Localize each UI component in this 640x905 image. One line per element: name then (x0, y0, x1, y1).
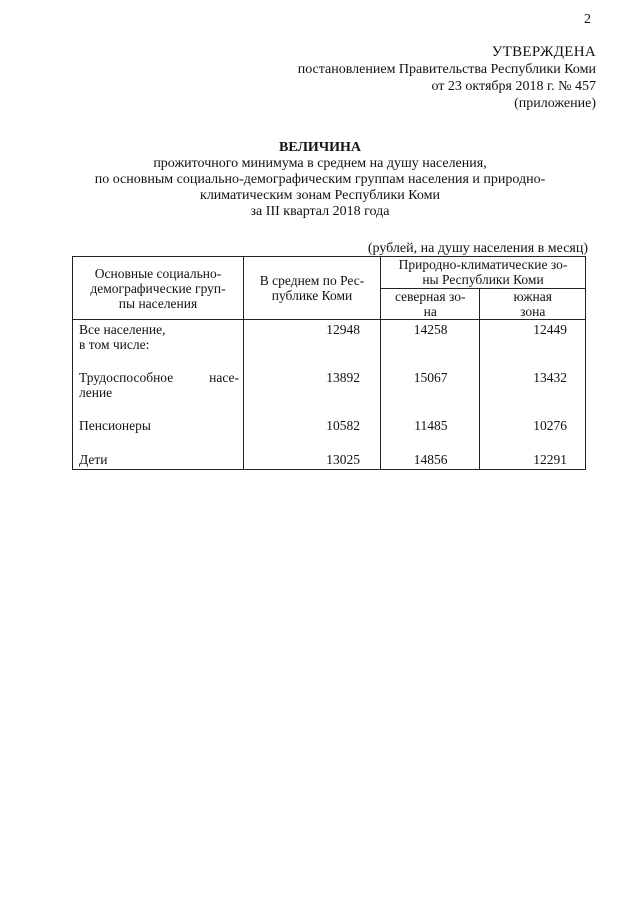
row-north: 14856 (381, 450, 480, 470)
table-header-row (73, 257, 586, 289)
row-average: 13025 (244, 450, 381, 470)
row-south: 13432 (480, 368, 586, 416)
row-north: 15067 (381, 368, 480, 416)
table-row (73, 416, 586, 450)
header-south-zone: южная зона (480, 288, 586, 320)
subsistence-table (72, 256, 586, 470)
table-row (73, 450, 586, 470)
title-line-3: климатическим зонам Республики Коми (200, 188, 440, 203)
title-line-1: прожиточного минимума в среднем на душу населения, (153, 156, 487, 171)
row-group: Пенсионеры (73, 416, 244, 450)
row-average: 10582 (244, 416, 381, 450)
row-group: Дети (73, 450, 244, 470)
title-heading: ВЕЛИЧИНА (279, 140, 361, 155)
header-zones: Природно-климатические зо- ны Республики Коми (381, 257, 586, 289)
row-average: 12948 (244, 320, 381, 368)
approval-date: от 23 октября 2018 г. № 457 (431, 79, 596, 94)
row-group: Трудоспособное насе- ление (73, 368, 244, 416)
header-average: В среднем по Рес- публике Коми (244, 257, 381, 320)
row-north: 11485 (381, 416, 480, 450)
row-south: 12449 (480, 320, 586, 368)
row-south: 12291 (480, 450, 586, 470)
approval-appendix: (приложение) (514, 96, 596, 111)
title-line-4: за III квартал 2018 года (250, 204, 390, 219)
header-north-zone: северная зо- на (381, 288, 480, 320)
table-row (73, 320, 586, 368)
table-row (73, 368, 586, 416)
row-north: 14258 (381, 320, 480, 368)
approval-decree: постановлением Правительства Республики Коми (297, 62, 596, 77)
units-note: (рублей, на душу населения в месяц) (367, 241, 588, 256)
header-groups: Основные социально- демографические груп- пы населения (73, 257, 244, 320)
row-average: 13892 (244, 368, 381, 416)
approval-title: УТВЕРЖДЕНА (491, 44, 596, 60)
approval-stamp (298, 44, 596, 112)
page-number: 2 (584, 12, 591, 27)
title-line-2: по основным социально-демографическим группам населения и природно- (94, 172, 546, 187)
row-south: 10276 (480, 416, 586, 450)
document-title (60, 140, 580, 220)
row-group: Все население, в том числе: (73, 320, 244, 368)
